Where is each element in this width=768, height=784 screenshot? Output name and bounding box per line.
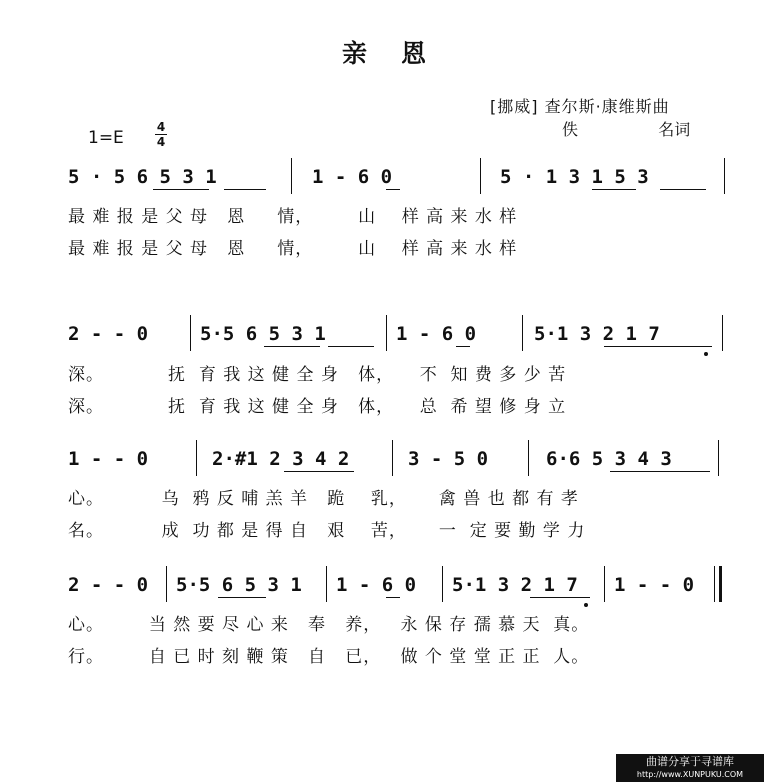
measure-1-2: 1 - 6 0 [312,166,393,188]
lyric-verse-2: 名。 成 功 都 是 得 自 艰 苦， 一 定 要 勤 学 力 [68,521,586,541]
time-signature [155,120,167,149]
lyric-verse-1: 心。 乌 鸦 反 哺 羔 羊 跪 乳， 禽 兽 也 都 有 孝 [68,489,579,509]
watermark-line-1: 曲谱分享于寻谱库 [646,755,734,768]
site-watermark [616,754,764,782]
time-signature-bottom: 4 [156,135,166,149]
barline [386,315,387,351]
lyricist-credit [562,117,690,140]
underline [592,189,636,190]
lyric-verse-1: 心。 当 然 要 尽 心 来 奉 养， 永 保 存 孺 慕 天 真。 [68,615,590,635]
barline [326,566,327,602]
measure-3-4: 6·6 5 3 4 3 [546,448,672,470]
lyric-verse-2: 深。 抚 育 我 这 健 全 身 体， 总 希 望 修 身 立 [68,397,567,417]
barline [392,440,393,476]
final-barline-thin [714,566,715,602]
lyric-verse-2: 行。 自 已 时 刻 鞭 策 自 已， 做 个 堂 堂 正 正 人。 [68,647,590,667]
measure-2-1: 2 - - 0 [68,323,149,345]
composer-credit: [挪威] 查尔斯·康维斯曲 [490,97,670,116]
measure-4-2: 5·5 6 5 3 1 [176,574,302,596]
measure-2-4: 5·1 3 2 1 7 [534,323,660,345]
underline [264,346,320,347]
underline [284,471,354,472]
barline [291,158,292,194]
underline [386,597,400,598]
key-signature: 1=E [88,128,124,148]
barline [196,440,197,476]
barline [528,440,529,476]
barline [166,566,167,602]
barline [522,315,523,351]
barline [604,566,605,602]
barline [718,440,719,476]
underline [386,189,400,190]
underline [224,189,266,190]
lyric-verse-1: 深。 抚 育 我 这 健 全 身 体， 不 知 费 多 少 苦 [68,365,567,385]
lyric-verse-2: 最 难 报 是 父 母 恩 情， 山 样 高 来 水 样 [68,239,518,259]
underline [328,346,374,347]
measure-3-1: 1 - - 0 [68,448,149,470]
final-barline-thick [719,566,722,602]
time-signature-top: 4 [156,120,166,134]
barline [442,566,443,602]
underline [153,189,209,190]
underline [610,471,710,472]
low-octave-dot [584,603,588,607]
measure-4-4: 5·1 3 2 1 7 [452,574,578,596]
underline [456,346,470,347]
barline [724,158,725,194]
underline [604,346,712,347]
lyricist-role: 名词 [658,120,691,139]
measure-4-1: 2 - - 0 [68,574,149,596]
measure-2-2: 5·5 6 5 3 1 [200,323,326,345]
lyricist-name: 佚 [562,120,579,139]
barline [722,315,723,351]
measure-1-1: 5 · 5 6 5 3 1 [68,166,217,188]
underline [660,189,706,190]
measure-2-3: 1 - 6 0 [396,323,477,345]
song-title: 亲恩 [341,39,460,68]
measure-4-5: 1 - - 0 [614,574,695,596]
watermark-line-2: http://www.XUNPUKU.COM [636,770,744,779]
measure-4-3: 1 - 6 0 [336,574,417,596]
underline [530,597,590,598]
barline [190,315,191,351]
measure-3-3: 3 - 5 0 [408,448,489,470]
measure-1-3: 5 · 1 3 1 5 3 [500,166,649,188]
measure-3-2: 2·#1 2 3 4 2 [212,448,350,470]
underline [218,597,266,598]
low-octave-dot [704,352,708,356]
barline [480,158,481,194]
lyric-verse-1: 最 难 报 是 父 母 恩 情， 山 样 高 来 水 样 [68,207,518,227]
